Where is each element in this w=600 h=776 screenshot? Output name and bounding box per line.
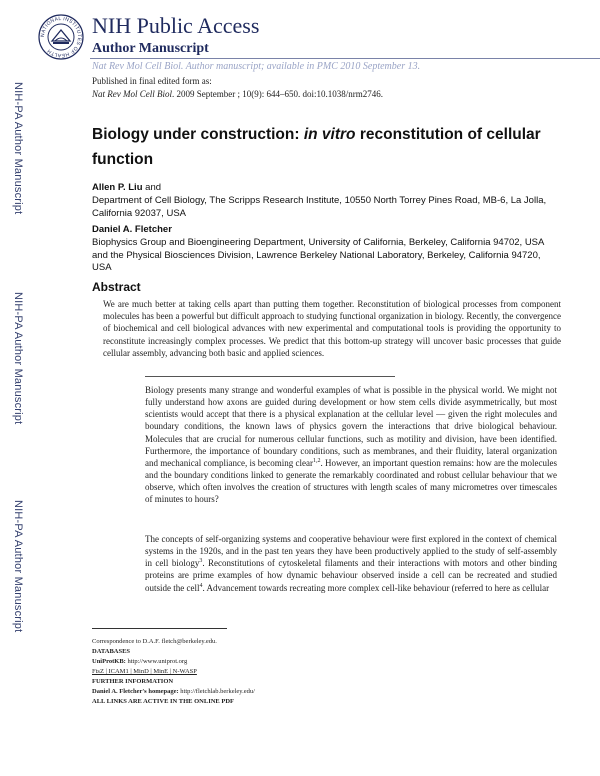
- article-title: [92, 122, 562, 172]
- homepage-line: [92, 687, 255, 697]
- journal-availability-line[interactable]: Nat Rev Mol Cell Biol. Author manuscript; available in PMC 2010 September 13.: [92, 61, 421, 72]
- nih-logo: [38, 14, 84, 60]
- published-label: Published in final edited form as:: [92, 76, 212, 86]
- para1-text-b: . However, an important question remains: how are the molecules and the boundary conditions linked to generate the remarkably coordinated and robust cellular behaviour that we observe, which often involves the creation of structures with length scales of many micrometres over timescales of minutes to hours?: [145, 457, 557, 505]
- para2-text-c: . Advancement towards recreating more complex cell-like behaviour (referred to here as cellular: [202, 582, 550, 593]
- homepage-label: Daniel A. Fletcher's homepage:: [92, 688, 179, 695]
- citation: [92, 89, 383, 99]
- citation-ref[interactable]: 3: [199, 558, 203, 565]
- para1-text-a: Biology presents many strange and wonderful examples of what is possible in the physical world. We might not fully understand how axons are guided during development or how stem cells divide asymmetrically, but most scientists would accept that there is a physical explanation at the cellular level — given the right molecules and boundary conditions, the known laws of physics govern the interactions that drive biological behaviour. Molecules that are crucial for numerous cellular functions, such as motility and division, have been identified. Furthermore, the importance of boundary conditions, such as membranes, and their fluidity, lateral organization and mechanical compliance, is becoming clear: [145, 385, 557, 468]
- abstract-heading: Abstract: [92, 280, 141, 294]
- active-links-note: ALL LINKS ARE ACTIVE IN THE ONLINE PDF: [92, 698, 235, 705]
- author-name: [92, 182, 161, 193]
- svg-text:NATIONAL INSTITUTES OF HEALTH: [40, 16, 82, 58]
- abstract-text: We are much better at taking cells apart than putting them together. Reconstitution of biological processes from component molecules has been a powerful but difficult approach to studying functional organization in biology. Recently, the convergence of biochemical and cell biological advances with new experimental and computational tools is providing the opportunity to reconstitute increasingly complex processes. We predict that this bottom-up strategy will uncover basic processes that guide cellular assembly, advancing both basic and applied sciences.: [103, 299, 561, 358]
- title-part-2: reconstitution of cellular function: [92, 126, 541, 168]
- author-affiliation: Department of Cell Biology, The Scripps Research Institute, 10550 North Torrey Pines Road, MB-6, La Jolla, California 92037, USA: [92, 195, 547, 219]
- header-divider: [90, 58, 600, 59]
- database-links[interactable]: FtsZ | ICAM1 | MinD | MinE | N-WASP: [92, 668, 197, 675]
- nih-public-access-title: NIH Public Access: [92, 13, 260, 38]
- para2-text-b: . Reconstitutions of cytoskeletal filaments and their interactions with motors and other binding proteins are prime examples of how dynamic behaviour observed inside a cell can be recreated and studied outside the cell: [145, 558, 557, 593]
- side-label-author-manuscript: NIH-PA Author Manuscript: [12, 500, 24, 633]
- correspondence-note: Correspondence to D.A.F. fletch@berkeley.edu.: [92, 638, 217, 645]
- body-paragraph: [145, 533, 557, 594]
- citation-details: . 2009 September ; 10(9): 644–650. doi:10.1038/nrm2746.: [172, 89, 383, 99]
- author-name: [92, 224, 172, 235]
- logo-ring-text: NATIONAL INSTITUTES OF HEALTH: [39, 15, 83, 59]
- title-italic: in vitro: [303, 126, 356, 143]
- side-label-author-manuscript: NIH-PA Author Manuscript: [12, 292, 24, 425]
- further-information-heading: FURTHER INFORMATION: [92, 678, 174, 685]
- author-1-name: Allen P. Liu: [92, 182, 143, 193]
- homepage-link[interactable]: http://fletchlab.berkeley.edu/: [178, 688, 255, 695]
- databases-heading: DATABASES: [92, 648, 131, 655]
- citation-ref[interactable]: 4: [199, 582, 203, 589]
- abstract-divider: [145, 376, 395, 377]
- author-affiliation: Biophysics Group and Bioengineering Department, University of California, Berkeley, California 94702, USA and the Physical Biosciences Division, Lawrence Berkeley National Laboratory, Berkeley, California 94720, USA: [92, 237, 544, 273]
- body-paragraph: [145, 384, 557, 506]
- uniprot-line: [92, 657, 187, 667]
- author-1-suffix: and: [142, 182, 162, 193]
- side-label-author-manuscript: NIH-PA Author Manuscript: [12, 82, 24, 215]
- author-2-name: Daniel A. Fletcher: [92, 224, 172, 235]
- author-manuscript-label: Author Manuscript: [92, 41, 209, 56]
- uniprot-link[interactable]: http://www.uniprot.org: [125, 658, 188, 665]
- footnote-divider: [92, 628, 227, 629]
- uniprot-label: UniProtKB:: [92, 658, 126, 665]
- title-part-1: Biology under construction:: [92, 126, 304, 143]
- para2-text-a: The concepts of self-organizing systems and cooperative behaviour were first explored in the context of chemical systems in the 1920s, and in the past ten years they have been productively applied to the study of self-assembly in cell biology: [145, 534, 557, 569]
- nih-seal-icon: [38, 14, 84, 60]
- citation-journal: Nat Rev Mol Cell Biol: [92, 89, 172, 99]
- citation-ref[interactable]: 1,2: [313, 457, 321, 464]
